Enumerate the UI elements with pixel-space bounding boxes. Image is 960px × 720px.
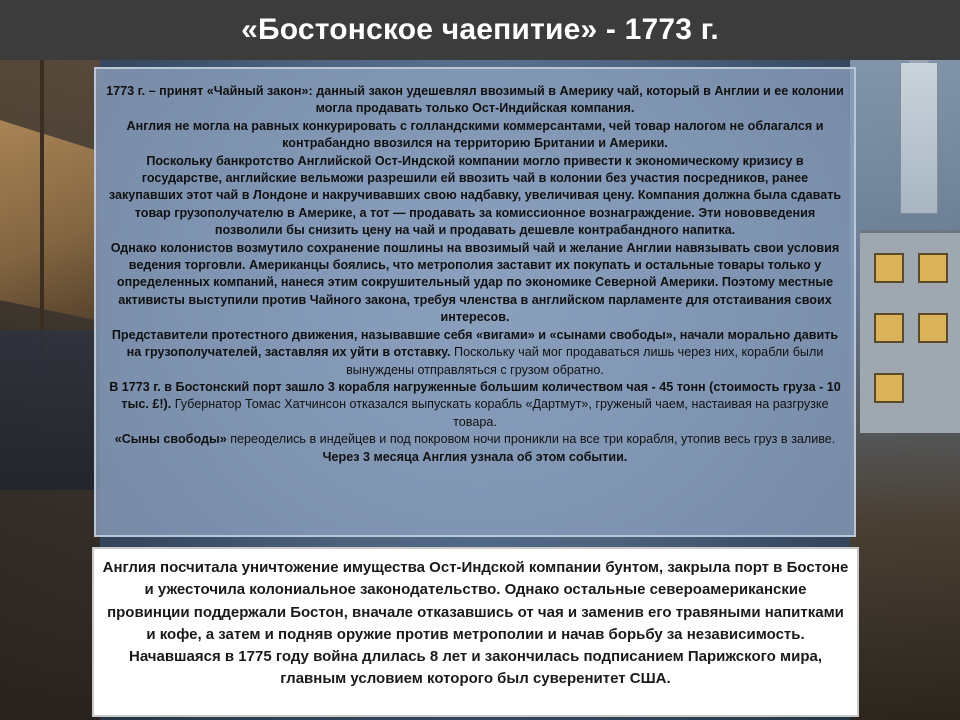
title-bar [0, 0, 960, 60]
background-window [874, 373, 904, 403]
paragraph-sons-regular: переоделись в индейцев и под покровом ночи проникли на все три корабля, утопив весь груз в заливе. [226, 432, 836, 447]
background-window [918, 253, 948, 283]
paragraph-bankruptcy: Поскольку банкротство Английской Ост-Индской компании могло привести к экономическому кризису в государстве, английские вельможи разрешили ей ввозить чай в колонии без участия посредников, ранее закупавших этот чай в Лондоне и накручивавших свою надбавку, увеличивая цену. Компания должна была сдавать товар грузополучателю в Америке, а тот — продавать за комиссионное вознаграждение. Эти нововведения позволили бы снизить цену на чай и продавать дешевле контрабандного напитка. [108, 153, 842, 238]
background-window [874, 253, 904, 283]
paragraph-protest-regular: Поскольку чай мог продаваться лишь через них, корабли были вынуждены отправляться с грузом обратно. [346, 345, 824, 377]
background-sail [0, 120, 95, 320]
background-window [918, 313, 948, 343]
paragraph-tea-act: 1773 г. – принят «Чайный закон»: данный закон удешевлял ввозимый в Америку чай, который в Англии и ее колонии могла продавать только Ост-Индийская компания. [106, 84, 844, 116]
background-figures [0, 330, 100, 490]
paragraph-sons-bold: «Сыны свободы» [114, 432, 227, 447]
paragraph-competition: Англия не могла на равных конкурировать с голландскими коммерсантами, чей товар налогом не облагался и контрабандно ввозился на территорию Британии и Америки. [126, 118, 824, 151]
background-mast [40, 60, 44, 360]
background-house [860, 230, 960, 433]
summary-panel [92, 547, 859, 717]
paragraph-ships-regular: Губернатор Томас Хатчинсон отказался выпускать корабль «Дартмут», груженый чаем, настаивая на разгрузке товара. [171, 397, 829, 429]
paragraph-ships-bold: В 1773 г. в Бостонский порт зашло 3 корабля нагруженные большим количеством чая - 45 тонн (стоимость груза - 10 тыс. £!). [109, 379, 841, 412]
paragraph-ships [106, 379, 844, 431]
paragraph-three-months: Через 3 месяца Англия узнала об этом событии. [322, 449, 628, 464]
paragraph-sons-of-liberty [106, 431, 844, 448]
paragraph-colonists: Однако колонистов возмутило сохранение пошлины на ввозимый чай и желание Англии навязывать свои условия ведения торговли. Американцы боялись, что метрополия заставит их покупать и остальные товары только у определенных компаний, нанеся этим сокрушительный удар по экономике Северной Америки. Поэтому местные активисты выступили против Чайного закона, требуя членства в английском парламенте для отстаивания своих интересов. [110, 240, 840, 325]
paragraph-protest [106, 327, 844, 379]
main-text-panel [94, 67, 856, 537]
background-church-tower [900, 62, 938, 214]
summary-paragraph: Англия посчитала уничтожение имущества Ост-Индской компании бунтом, закрыла порт в Бостоне и ужесточила колониальное законодательство. Однако остальные североамериканские провинции поддержали Бостон, вначале отказавшись от чая и заменив его травяными напитками и кофе, а затем и подняв оружие против метрополии и начав борьбу за независимость. Начавшаяся в 1775 году война длилась 8 лет и закончилась подписанием Парижского мира, главным условием которого был суверенитет США. [102, 559, 849, 688]
slide-title: «Бостонское чаепитие» - 1773 г. [241, 13, 719, 46]
background-window [874, 313, 904, 343]
paragraph-protest-bold: Представители протестного движения, называвшие себя «вигами» и «сынами свободы», начали морально давить на грузополучателей, заставляя их уйти в отставку. [111, 327, 839, 360]
